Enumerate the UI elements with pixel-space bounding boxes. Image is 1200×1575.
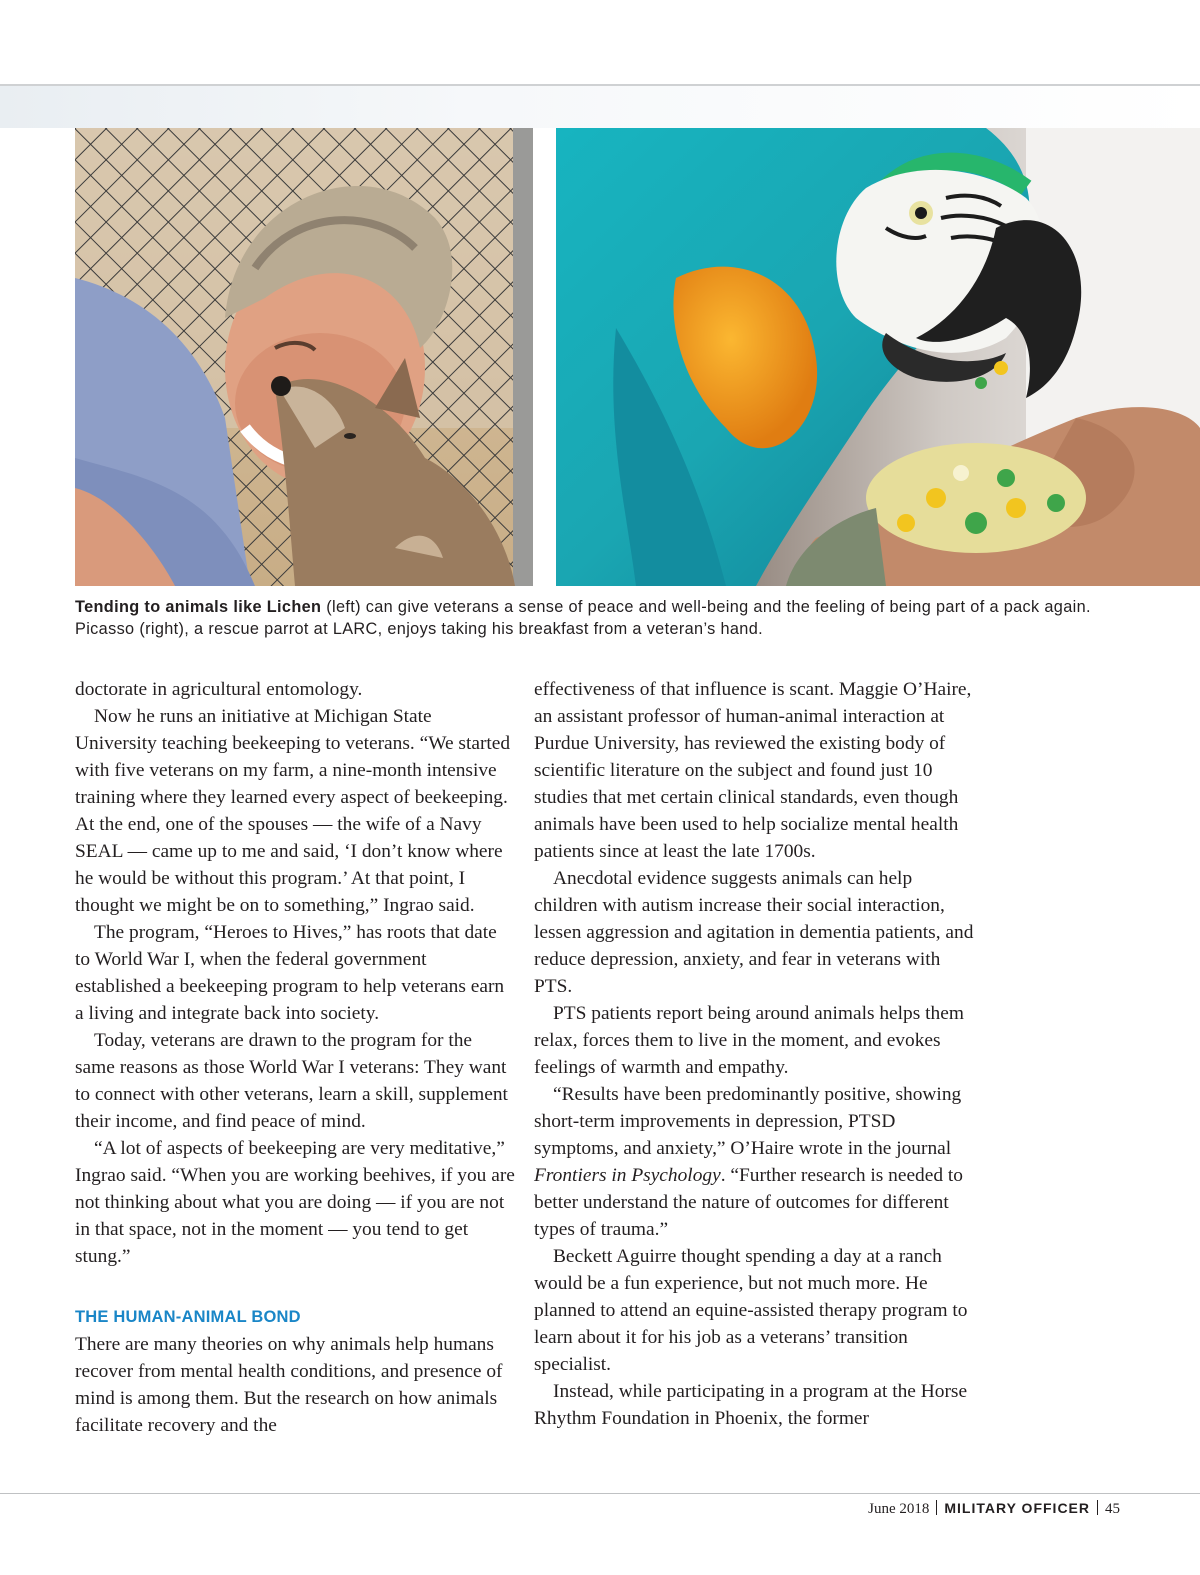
paragraph: The program, “Heroes to Hives,” has roots that date to World War I, when the federal government established a beekeeping program to help veterans earn a living and integrate back into society. xyxy=(75,922,505,1024)
caption-lead: Tending to animals like Lichen xyxy=(75,598,322,616)
journal-title: Frontiers in Psychology xyxy=(534,1165,721,1186)
header-band xyxy=(0,86,1200,128)
article-column-left xyxy=(75,676,515,1439)
paragraph xyxy=(534,1081,974,1243)
paragraph: Now he runs an initiative at Michigan State University teaching beekeeping to veterans. “We started with five veterans on my farm, a nine-month intensive training where they learned every aspect of beekeeping. At the end, one of the spouses — the wife of a Navy SEAL — came up to me and said, ‘I don’t know where he would be without this program.’ At that point, I thought we might be on to something,” Ingrao said. xyxy=(75,706,511,916)
page-footer xyxy=(868,1497,1120,1520)
paragraph: Instead, while participating in a program at the Horse Rhythm Foundation in Phoenix, the former xyxy=(534,1381,968,1429)
paragraph: PTS patients report being around animals helps them relax, forces them to live in the moment, and evokes feelings of warmth and empathy. xyxy=(534,1003,964,1078)
paragraph: Beckett Aguirre thought spending a day at a ranch would be a fun experience, but not much more. He planned to attend an equine-assisted therapy program to learn about it for his job as a veterans’ transition specialist. xyxy=(534,1246,968,1375)
paragraph: effectiveness of that influence is scant. Maggie O’Haire, an assistant professor of human-animal interaction at Purdue University, has reviewed the existing body of scientific literature on the subject and found just 10 studies that met certain clinical standards, even though animals have been used to help socialize mental health patients since at least the late 1700s. xyxy=(534,679,972,862)
article-column-right xyxy=(534,676,974,1432)
paragraph-text: . “Further research is needed to better understand the nature of outcomes for different types of trauma.” xyxy=(534,1165,963,1240)
paragraph-text: “Results have been predominantly positive, showing short-term improvements in depression, PTSD symptoms, and anxiety,” O’Haire wrote in the journal xyxy=(534,1084,962,1159)
paragraph: Anecdotal evidence suggests animals can help children with autism increase their social interaction, lessen aggression and agitation in dementia patients, and reduce depression, anxiety, and fear in veterans with PTS. xyxy=(534,868,974,997)
paragraph: There are many theories on why animals help humans recover from mental health conditions, and presence of mind is among them. But the research on how animals facilitate recovery and the xyxy=(75,1334,503,1436)
caption-text: (left) can give veterans a sense of peace and well-being and the feeling of being part of a pack again. Picasso (right), a rescue parrot at LARC, enjoys taking his breakfast from a veteran’s hand. xyxy=(75,598,1091,638)
footer-rule xyxy=(0,1493,1200,1494)
photo-parrot-eating-image xyxy=(556,128,1200,586)
photo-parrot-eating xyxy=(556,128,1200,586)
photo-man-with-coyote-image xyxy=(75,128,533,586)
paragraph: “A lot of aspects of beekeeping are very meditative,” Ingrao said. “When you are working beehives, if you are not thinking about what you are doing — if you are not in that space, not in the moment — you tend to get stung.” xyxy=(75,1138,515,1267)
photo-man-with-coyote xyxy=(75,128,533,586)
paragraph: doctorate in agricultural entomology. xyxy=(75,679,363,700)
issue-date: June 2018 xyxy=(868,1501,930,1517)
photo-caption xyxy=(75,596,1145,640)
section-heading: THE HUMAN-ANIMAL BOND xyxy=(75,1308,301,1326)
page-number: 45 xyxy=(1105,1501,1120,1517)
magazine-name: MILITARY OFFICER xyxy=(944,1500,1090,1516)
footer-separator xyxy=(1097,1500,1098,1515)
paragraph: Today, veterans are drawn to the program for the same reasons as those World War I veterans: They want to connect with other veterans, learn a skill, supplement their income, and find peace of mind. xyxy=(75,1030,508,1132)
footer-separator xyxy=(936,1500,937,1515)
